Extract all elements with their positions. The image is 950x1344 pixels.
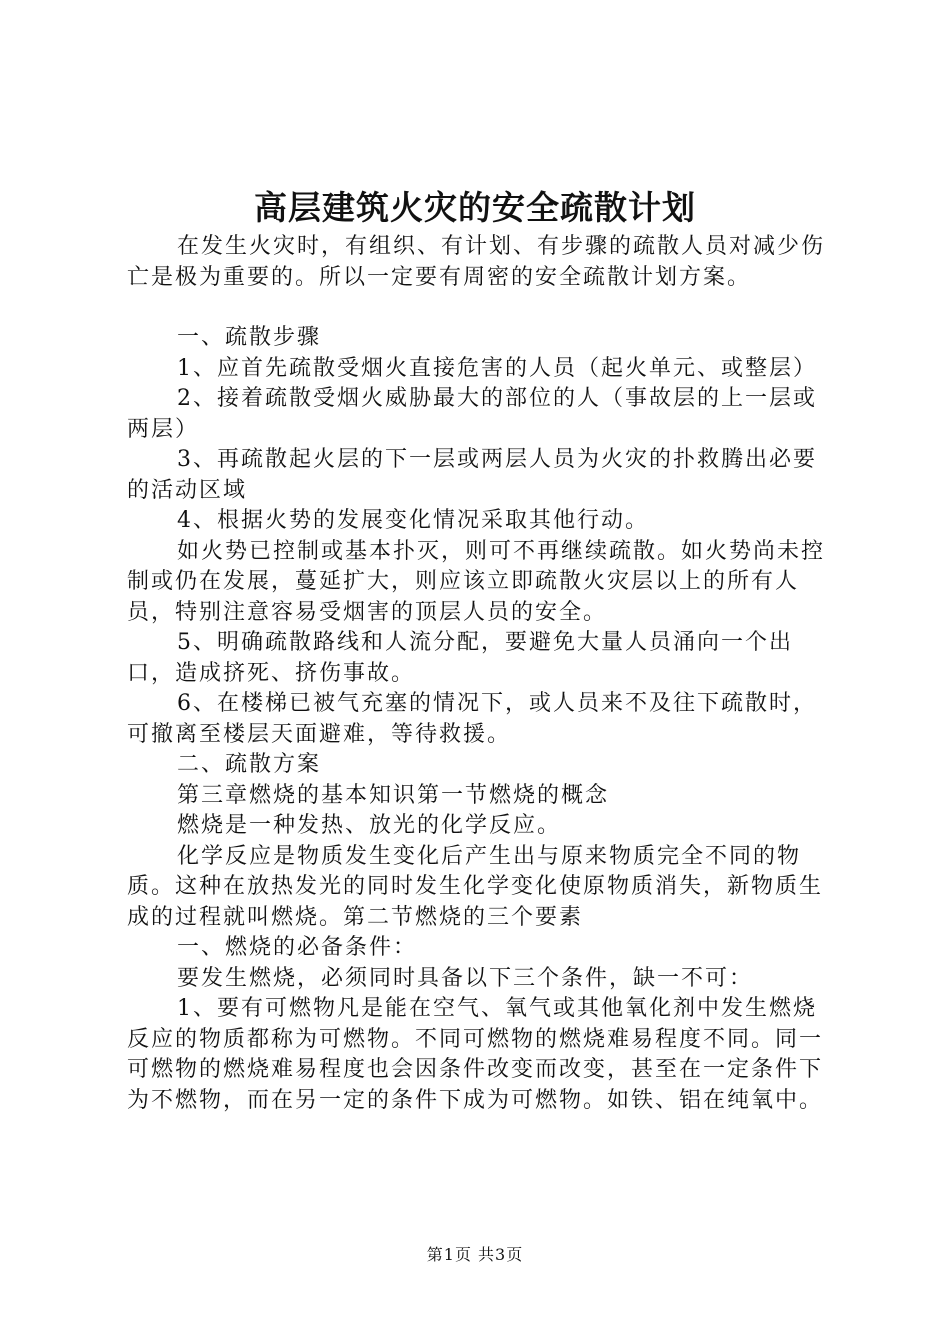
paragraph-fire-control: 如火势已控制或基本扑灭，则可不再继续疏散。如火势尚未控制或仍在发展，蔓延扩大，则应该立即疏散火灾层以上的所有人员，特别注意容易受烟害的顶层人员的安全。 (127, 538, 826, 625)
paragraph-step-2: 2、接着疏散受烟火威胁最大的部位的人（事故层的上一层或两层） (127, 386, 817, 442)
paragraph-three-conditions: 要发生燃烧，必须同时具备以下三个条件，缺一不可： (177, 965, 754, 991)
paragraph-step-4: 4、根据火势的发展变化情况采取其他行动。 (177, 508, 649, 533)
section-heading-combustion-conditions: 一、燃烧的必备条件： (177, 935, 418, 960)
paragraph-step-1: 1、应首先疏散受烟火直接危害的人员（起火单元、或整层） (177, 355, 817, 381)
paragraph-chapter-three: 第三章燃烧的基本知识第一节燃烧的概念 (177, 782, 610, 808)
page-number: 第1页 共3页 (426, 1245, 524, 1264)
document-body (127, 232, 835, 1116)
paragraph-intro: 在发生火灾时，有组织、有计划、有步骤的疏散人员对减少伤亡是极为重要的。所以一定要有周密的安全疏散计划方案。 (127, 234, 826, 290)
section-heading-evacuation-steps: 一、疏散步骤 (177, 325, 322, 350)
section-heading-evacuation-plan: 二、疏散方案 (177, 752, 322, 777)
document-title: 高层建筑火灾的安全疏散计划 (254, 188, 696, 227)
paragraph-step-6: 6、在楼梯已被气充塞的情况下，或人员来不及往下疏散时，可撤离至楼层天面避难，等待救援。 (127, 691, 817, 747)
paragraph-combustibles: 1、要有可燃物凡是能在空气、氧气或其他氧化剂中发生燃烧反应的物质都称为可燃物。不同可燃物的燃烧难易程度不同。同一可燃物的燃烧难易程度也会因条件改变而改变，甚至在一定条件下为不燃物，而在另一定的条件下成为可燃物。如铁、铝在纯氧中。 (127, 996, 824, 1113)
paragraph-step-5: 5、明确疏散路线和人流分配，要避免大量人员涌向一个出口，造成挤死、挤伤事故。 (127, 630, 793, 686)
paragraph-chemical-reaction: 化学反应是物质发生变化后产生出与原来物质完全不同的物质。这种在放热发光的同时发生化学变化使原物质消失，新物质生成的过程就叫燃烧。第二节燃烧的三个要素 (127, 843, 824, 930)
paragraph-combustion-definition: 燃烧是一种发热、放光的化学反应。 (177, 813, 562, 838)
paragraph-step-3: 3、再疏散起火层的下一层或两层人员为火灾的扑救腾出必要的活动区域 (127, 447, 817, 503)
